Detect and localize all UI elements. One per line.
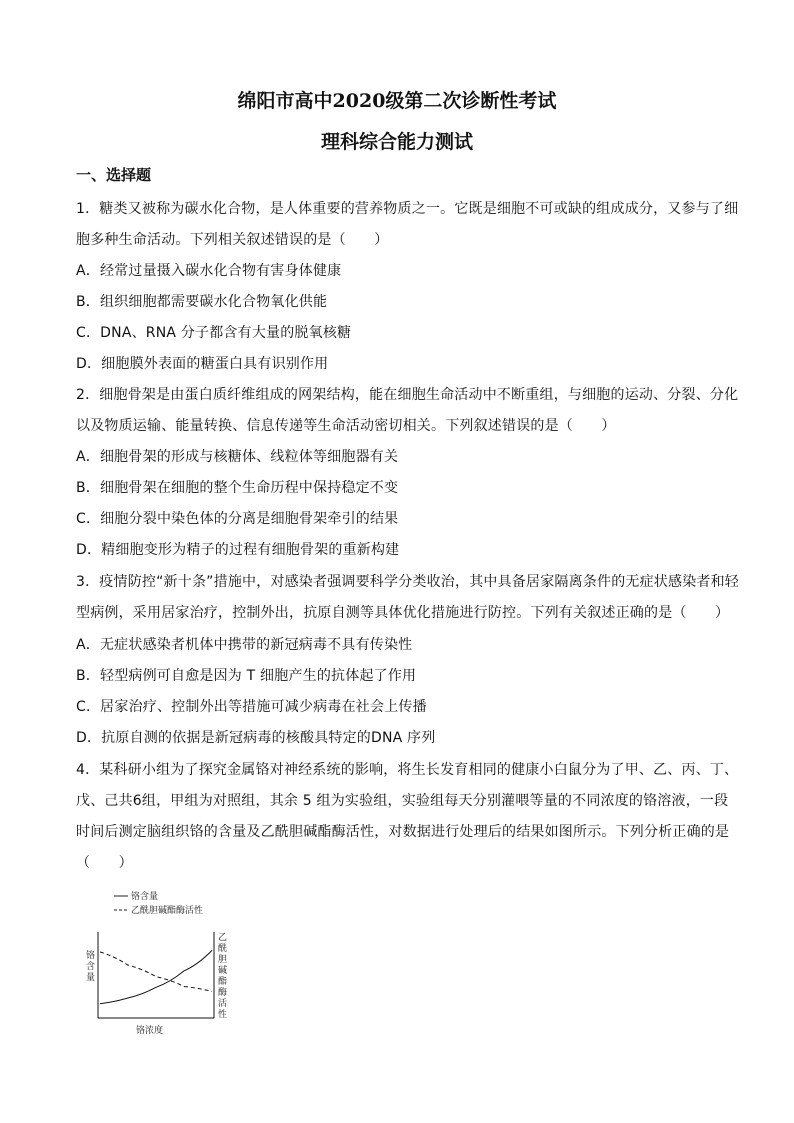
axis-label-char: 酶 xyxy=(218,988,228,998)
question-line: 4．某科研小组为了探究金属铬对神经系统的影响，将生长发育相同的健康小白鼠分为了甲、乙、丙、丁、 xyxy=(76,762,739,778)
axis-label-char: 酰 xyxy=(218,944,228,954)
question-line: 戊、己共6组，甲组为对照组，其余 5 组为实验组，实验组每天分别灌喂等量的不同浓度的铬溶液，一段 xyxy=(76,793,729,809)
section-title: 一、选择题 xyxy=(76,166,152,184)
legend-label-enzyme: 乙酰胆碱酯酶活性 xyxy=(131,906,204,916)
page-title: 绵阳市高中2020级第二次诊断性考试 xyxy=(237,90,557,112)
question-line: 时间后测定脑组织铬的含量及乙酰胆碱酯酶活性，对数据进行处理后的结果如图所示。下列分析正确的是 xyxy=(76,824,730,840)
question-line: （ ） xyxy=(76,855,133,871)
chart-figure xyxy=(84,890,254,1040)
axis-label-char: 铬 xyxy=(86,951,96,961)
question-line: 型病例，采用居家治疗，控制外出，抗原自测等具体优化措施进行防控。下列有关叙述正确的是（ ） xyxy=(76,605,730,621)
option-line: D．精细胞变形为精子的过程有细胞骨架的重新构建 xyxy=(76,542,400,558)
option-line: C．细胞分裂中染色体的分离是细胞骨架牵引的结果 xyxy=(76,511,399,527)
axis-label-char: 碱 xyxy=(218,966,228,976)
axis-label-char: 活 xyxy=(218,999,228,1009)
axis-label-char: 乙 xyxy=(218,933,228,943)
option-line: B．细胞骨架在细胞的整个生命历程中保持稳定不变 xyxy=(76,480,399,496)
option-line: D．抗原自测的依据是新冠病毒的核酸具特定的DNA 序列 xyxy=(76,730,436,746)
question-line: 胞多种生命活动。下列相关叙述错误的是（ ） xyxy=(76,232,389,248)
option-line: A．细胞骨架的形成与核糖体、线粒体等细胞器有关 xyxy=(76,449,399,465)
option-line: B．组织细胞都需要碳水化合物氧化供能 xyxy=(76,294,328,310)
axis-label-char: 含 xyxy=(86,962,96,972)
legend-label-chromium: 铬含量 xyxy=(131,892,159,902)
axis-label-char: 胆 xyxy=(218,955,228,965)
x-axis-label: 铬浓度 xyxy=(136,1026,164,1036)
question-line: 1．糖类又被称为碳水化合物，是人体重要的营养物质之一。它既是细胞不可或缺的组成成分，又参与了细 xyxy=(76,201,739,217)
chart-svg xyxy=(84,890,254,1040)
series-line-enzyme xyxy=(100,952,212,991)
axis-label-char: 量 xyxy=(86,973,96,983)
axis-label-char: 酯 xyxy=(218,977,228,987)
option-line: C．DNA、RNA 分子都含有大量的脱氧核糖 xyxy=(76,325,352,341)
y-axis-label-left xyxy=(86,949,95,983)
option-line: A．经常过量摄入碳水化合物有害身体健康 xyxy=(76,263,342,279)
question-line: 以及物质运输、能量转换、信息传递等生命活动密切相关。下列叙述错误的是（ ） xyxy=(76,418,616,434)
option-line: D．细胞膜外表面的糖蛋白具有识别作用 xyxy=(76,356,329,372)
question-line: 2．细胞骨架是由蛋白质纤维组成的网架结构，能在细胞生命活动中不断重组，与细胞的运动、分裂、分化 xyxy=(76,387,739,403)
option-line: A．无症状感染者机体中携带的新冠病毒不具有传染性 xyxy=(76,637,413,653)
series-line-chromium xyxy=(100,950,212,1003)
y-axis-label-right xyxy=(218,932,227,1020)
question-line: 3．疫情防控“新十条”措施中，对感染者强调要科学分类收治，其中具备居家隔离条件的无症状感染者和轻 xyxy=(76,574,740,590)
option-line: C．居家治疗、控制外出等措施可减少病毒在社会上传播 xyxy=(76,699,427,715)
option-line: B．轻型病例可自愈是因为 T 细胞产生的抗体起了作用 xyxy=(76,668,417,684)
axis-label-char: 性 xyxy=(218,1010,228,1020)
page-subtitle: 理科综合能力测试 xyxy=(320,131,473,153)
